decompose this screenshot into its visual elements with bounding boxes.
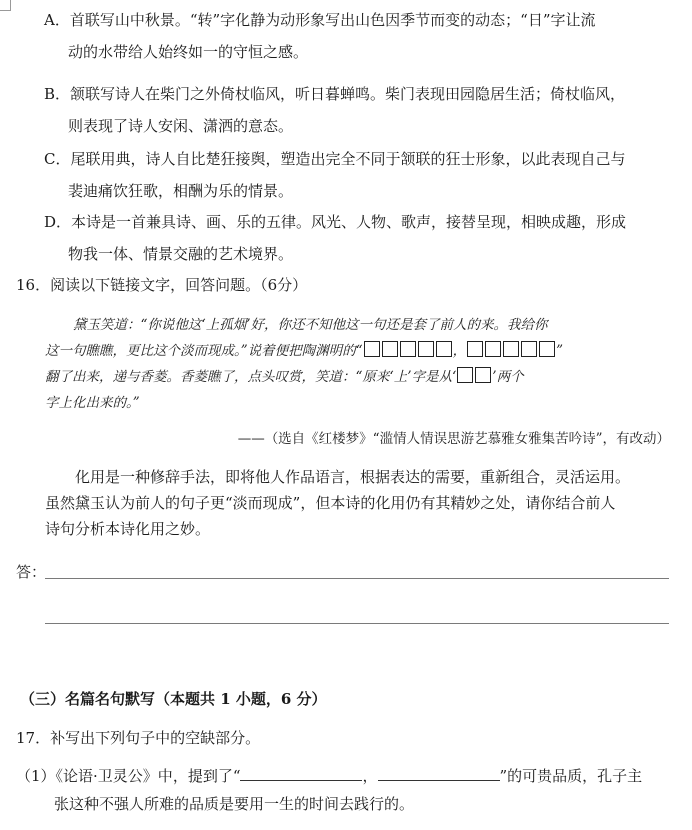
option-b-line2: 则表现了诗人安闲、潇洒的意态。 (68, 117, 294, 135)
answer-line[interactable] (45, 623, 669, 624)
fill-blank[interactable] (240, 764, 362, 781)
answer-box (467, 341, 483, 357)
option-d (44, 206, 672, 270)
answer-box (521, 341, 537, 357)
answer-box (503, 341, 519, 357)
quote-line3: 翻了出来，递与香菱。香菱瞧了，点头叹赏，笑道：“原来‘上’字是从‘ ’两个 (45, 369, 524, 385)
para-line2: 虽然黛玉认为前人的句子更“淡而现成”，但本诗的化用仍有其精妙之处，请你结合前人 (45, 494, 616, 512)
option-a (44, 4, 672, 68)
option-c-line2: 裴迪痛饮狂歌，相酬为乐的情景。 (68, 182, 294, 200)
question-16-stem: 16．阅读以下链接文字，回答问题。（6分） (16, 276, 308, 294)
fill-blank[interactable] (378, 764, 500, 781)
answer-box (364, 341, 380, 357)
quote-line1: 黛玉笑道：“你说他这‘上孤烟’好，你还不知他这一句还是套了前人的来。我给你 (73, 317, 548, 333)
para-line1: 化用是一种修辞手法，即将他人作品语言，根据表达的需要，重新组合，灵活运用。 (75, 468, 631, 486)
answer-label: 答： (16, 563, 47, 581)
answer-box (382, 341, 398, 357)
answer-box (436, 341, 452, 357)
page-corner-mark (0, 0, 11, 11)
option-b (44, 78, 672, 142)
quote-line4: 字上化出来的。” (45, 395, 140, 411)
option-b-line1: B．颔联写诗人在柴门之外倚杖临风，听日暮蝉鸣。柴门表现田园隐居生活；倚杖临风， (44, 85, 626, 103)
answer-box (539, 341, 555, 357)
question-17-item-1 (16, 762, 676, 818)
quote-line2: 这一句瞧瞧，更比这个淡而现成。”说着便把陶渊明的“ ， ” (45, 343, 563, 359)
option-c-line1: C．尾联用典，诗人自比楚狂接舆，塑造出完全不同于颔联的狂士形象，以此表现自己与 (44, 150, 626, 168)
answer-line[interactable] (45, 578, 669, 579)
answer-box (475, 367, 491, 383)
answer-box (457, 367, 473, 383)
option-d-line1: D．本诗是一首兼具诗、画、乐的五律。风光、人物、歌声，接替呈现，相映成趣，形成 (44, 213, 627, 231)
question-16-paragraph (45, 464, 670, 542)
item1-line2: 张这种不强人所难的品质是要用一生的时间去践行的。 (54, 795, 415, 813)
option-d-line2: 物我一体、情景交融的艺术境界。 (68, 245, 294, 263)
option-a-line2: 动的水带给人始终如一的守恒之感。 (68, 43, 309, 61)
answer-box (400, 341, 416, 357)
quote-block (45, 312, 669, 416)
option-c (44, 143, 672, 207)
question-17-stem: 17．补写出下列句子中的空缺部分。 (16, 729, 261, 747)
answer-box (485, 341, 501, 357)
quote-source: ——（选自《红楼梦》“滥情人情误思游艺慕雅女雅集苦吟诗”，有改动） (237, 431, 670, 447)
section-3-title: （三）名篇名句默写（本题共 1 小题，6 分） (20, 690, 327, 708)
answer-box (418, 341, 434, 357)
option-a-line1: A．首联写山中秋景。“转”字化静为动形象写出山色因季节而变的动态；“日”字让流 (44, 11, 596, 29)
para-line3: 诗句分析本诗化用之妙。 (45, 520, 211, 538)
item1-line1: （1）《论语·卫灵公》中，提到了“ ， ”的可贵品质，孔子主 (16, 762, 676, 790)
